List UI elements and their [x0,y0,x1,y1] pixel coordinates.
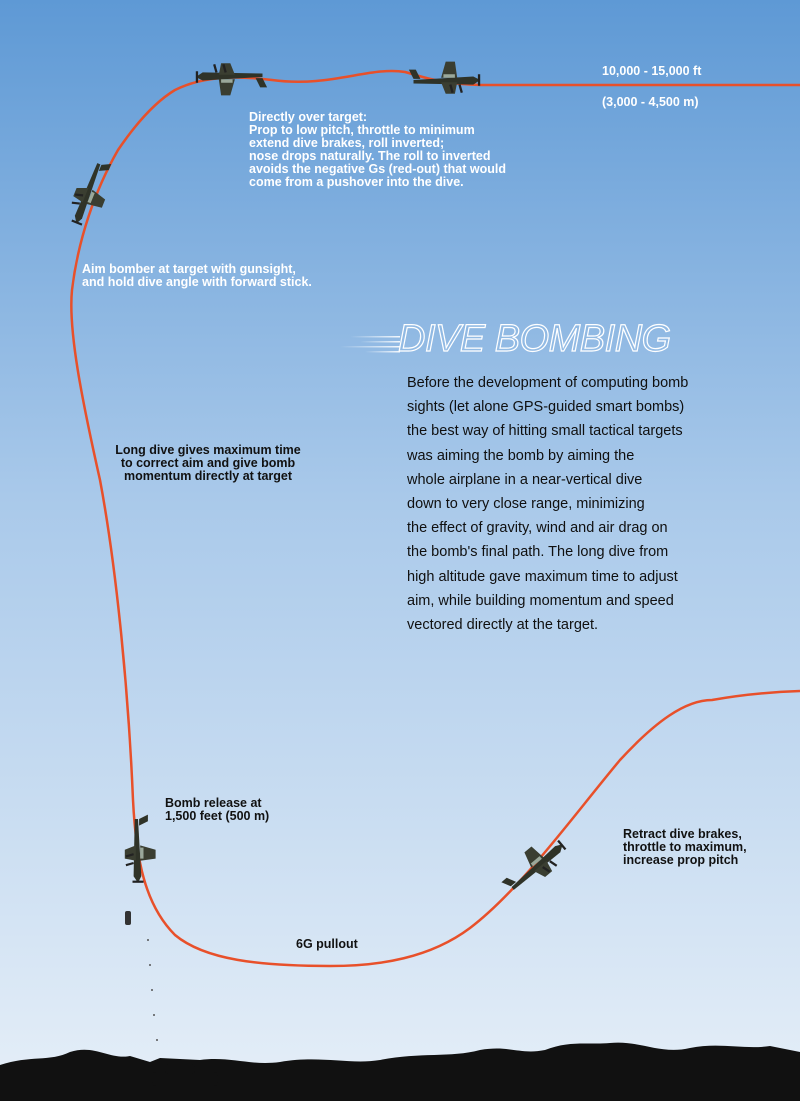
altitude-meters-label: (3,000 - 4,500 m) [602,95,699,109]
altitude-feet-label: 10,000 - 15,000 ft [602,64,702,78]
bomb-release-annotation: Bomb release at 1,500 feet (500 m) [165,796,270,823]
retract-annotation: Retract dive brakes, throttle to maximum, increase prop pitch [623,827,747,867]
page-title: DIVE BOMBING [398,318,671,360]
over-target-annotation: Directly over target: Prop to low pitch, throttle to minimum extend dive brakes, roll inverted; nose drops naturally. The roll to inverted avoids the negative Gs (red-out) that would come from a pushover into the dive. [249,110,506,189]
long-dive-annotation: Long dive gives maximum time to correct aim and give bomb momentum directly at target [115,443,301,483]
pullout-annotation: 6G pullout [296,937,358,951]
aim-annotation: Aim bomber at target with gunsight, and hold dive angle with forward stick. [82,262,312,289]
description-text: Before the development of computing bomb sights (let alone GPS-guided smart bombs) the best way of hitting small tactical targets was aiming the bomb by aiming the whole airplane in a near-vertical dive down to very close range, minimizing the effect of gravity, wind and air drag on the bomb's final path. The long dive from high altitude gave maximum time to adjust aim, while building momentum and speed vectored directly at the target. [407,375,689,634]
